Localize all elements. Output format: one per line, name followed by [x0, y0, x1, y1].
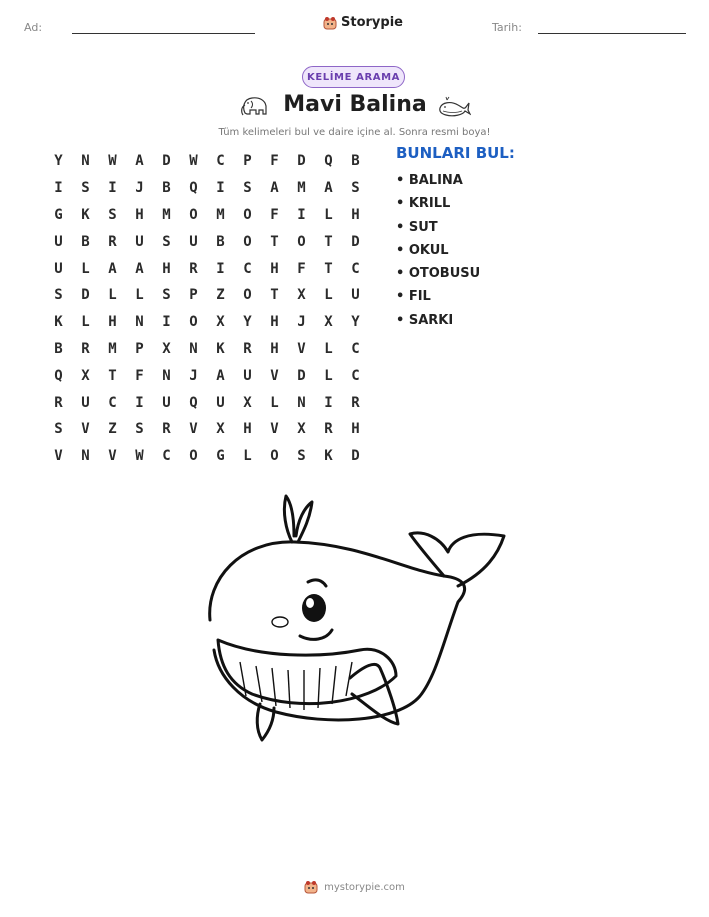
grid-letter[interactable]: R — [54, 394, 63, 411]
grid-letter[interactable]: K — [54, 314, 63, 331]
grid-letter[interactable]: B — [54, 340, 63, 357]
word-list-item: • OKUL — [396, 242, 449, 258]
grid-letter[interactable]: H — [108, 314, 117, 331]
word-list-item: • BALINA — [396, 173, 463, 188]
grid-letter[interactable]: L — [243, 448, 252, 465]
grid-letter[interactable]: D — [81, 287, 90, 304]
grid-letter[interactable]: L — [324, 287, 333, 304]
grid-letter[interactable]: X — [324, 314, 333, 331]
grid-letter[interactable]: I — [108, 180, 117, 197]
grid-letter[interactable]: O — [243, 287, 252, 304]
grid-letter[interactable]: M — [108, 340, 117, 357]
grid-letter[interactable]: H — [270, 340, 279, 357]
grid-letter[interactable]: O — [243, 233, 252, 250]
grid-letter[interactable]: Y — [351, 314, 360, 331]
whale-illustration — [200, 490, 510, 749]
grid-letter[interactable]: S — [81, 180, 90, 197]
grid-letter[interactable]: L — [324, 340, 333, 357]
grid-letter[interactable]: Q — [189, 180, 198, 197]
word-list-item: • SARKI — [396, 312, 454, 328]
grid-letter[interactable]: C — [108, 394, 117, 411]
grid-letter[interactable]: O — [243, 206, 252, 223]
grid-letter[interactable]: B — [351, 153, 360, 170]
grid-letter[interactable]: F — [270, 153, 279, 170]
grid-letter[interactable]: C — [351, 367, 360, 384]
grid-letter[interactable]: O — [270, 448, 279, 465]
grid-letter[interactable]: T — [270, 233, 279, 250]
grid-letter[interactable]: N — [162, 367, 171, 384]
word-search-grid — [45, 148, 369, 470]
grid-letter[interactable]: C — [216, 153, 225, 170]
grid-letter[interactable]: X — [243, 394, 252, 411]
grid-letter[interactable]: A — [270, 180, 279, 197]
grid-letter[interactable]: R — [108, 233, 117, 250]
grid-letter[interactable]: S — [243, 180, 252, 197]
grid-letter[interactable]: C — [243, 260, 252, 277]
instructions: Tüm kelimeleri bul ve daire içine al. Sonra resmi boya! — [218, 127, 491, 138]
grid-letter[interactable]: V — [270, 367, 279, 384]
grid-letter[interactable]: U — [351, 287, 360, 304]
grid-letter[interactable]: T — [324, 260, 333, 277]
word-list-item: • OTOBUSU — [396, 266, 481, 282]
grid-letter[interactable]: D — [162, 153, 171, 170]
grid-letter[interactable]: R — [243, 340, 252, 357]
elephant-icon — [239, 93, 271, 123]
grid-letter[interactable]: N — [81, 153, 90, 170]
grid-letter[interactable]: U — [54, 233, 63, 250]
grid-letter[interactable]: F — [297, 260, 306, 277]
grid-letter[interactable]: T — [324, 233, 333, 250]
grid-letter[interactable]: V — [81, 421, 90, 438]
grid-letter[interactable]: N — [297, 394, 306, 411]
grid-letter[interactable]: K — [216, 340, 225, 357]
grid-letter[interactable]: Q — [189, 394, 198, 411]
grid-letter[interactable]: W — [108, 153, 117, 170]
grid-letter[interactable]: N — [189, 340, 198, 357]
grid-letter[interactable]: U — [135, 233, 144, 250]
grid-letter[interactable]: L — [135, 287, 144, 304]
grid-letter[interactable]: O — [297, 233, 306, 250]
grid-letter[interactable]: Z — [108, 421, 117, 438]
grid-letter[interactable]: J — [189, 367, 198, 384]
grid-letter[interactable]: R — [162, 421, 171, 438]
grid-letter[interactable]: R — [324, 421, 333, 438]
grid-letter[interactable]: A — [135, 153, 144, 170]
grid-letter[interactable]: A — [108, 260, 117, 277]
grid-letter[interactable]: A — [216, 367, 225, 384]
grid-letter[interactable]: P — [189, 287, 198, 304]
grid-letter[interactable]: B — [81, 233, 90, 250]
name-line[interactable] — [72, 33, 255, 34]
grid-letter[interactable]: X — [216, 314, 225, 331]
grid-letter[interactable]: J — [135, 180, 144, 197]
grid-letter[interactable]: U — [216, 394, 225, 411]
grid-letter[interactable]: B — [162, 180, 171, 197]
grid-letter[interactable]: S — [54, 287, 63, 304]
grid-letter[interactable]: Q — [324, 153, 333, 170]
grid-letter[interactable]: H — [162, 260, 171, 277]
grid-letter[interactable]: N — [135, 314, 144, 331]
grid-letter[interactable]: R — [189, 260, 198, 277]
whale-icon — [437, 96, 471, 124]
grid-letter[interactable]: X — [162, 340, 171, 357]
grid-letter[interactable]: F — [270, 206, 279, 223]
grid-letter[interactable]: Z — [216, 287, 225, 304]
grid-letter[interactable]: T — [108, 367, 117, 384]
grid-letter[interactable]: I — [297, 206, 306, 223]
grid-letter[interactable]: L — [270, 394, 279, 411]
word-list-item: • FIL — [396, 289, 431, 305]
grid-letter[interactable]: X — [297, 421, 306, 438]
storypie-logo-icon — [323, 16, 337, 30]
grid-letter[interactable]: U — [54, 260, 63, 277]
grid-letter[interactable]: I — [324, 394, 333, 411]
grid-letter[interactable]: X — [81, 367, 90, 384]
grid-letter[interactable]: C — [351, 260, 360, 277]
grid-letter[interactable]: I — [54, 180, 63, 197]
grid-letter[interactable]: F — [135, 367, 144, 384]
grid-letter[interactable]: K — [324, 448, 333, 465]
grid-letter[interactable]: C — [162, 448, 171, 465]
grid-letter[interactable]: H — [270, 314, 279, 331]
date-label: Tarih: — [492, 21, 522, 34]
grid-letter[interactable]: D — [297, 367, 306, 384]
grid-letter[interactable]: K — [81, 206, 90, 223]
grid-letter[interactable]: U — [189, 233, 198, 250]
date-line[interactable] — [538, 33, 686, 34]
grid-letter[interactable]: X — [216, 421, 225, 438]
grid-letter[interactable]: A — [135, 260, 144, 277]
grid-letter[interactable]: L — [324, 367, 333, 384]
grid-letter[interactable]: H — [243, 421, 252, 438]
grid-letter[interactable]: U — [162, 394, 171, 411]
grid-letter[interactable]: P — [243, 153, 252, 170]
grid-letter[interactable]: O — [189, 314, 198, 331]
grid-letter[interactable]: H — [135, 206, 144, 223]
grid-letter[interactable]: S — [162, 233, 171, 250]
grid-letter[interactable]: S — [135, 421, 144, 438]
grid-letter[interactable]: S — [108, 206, 117, 223]
grid-letter[interactable]: G — [54, 206, 63, 223]
grid-letter[interactable]: R — [351, 394, 360, 411]
grid-letter[interactable]: V — [108, 448, 117, 465]
grid-letter[interactable]: S — [351, 180, 360, 197]
grid-letter[interactable]: I — [135, 394, 144, 411]
grid-letter[interactable]: T — [270, 287, 279, 304]
grid-letter[interactable]: I — [162, 314, 171, 331]
grid-letter[interactable]: L — [81, 260, 90, 277]
grid-letter[interactable]: I — [216, 260, 225, 277]
word-list-item: • SUT — [396, 219, 438, 235]
grid-letter[interactable]: D — [351, 448, 360, 465]
grid-letter[interactable]: Y — [243, 314, 252, 331]
page-title: Mavi Balina — [283, 92, 427, 117]
grid-letter[interactable]: X — [297, 287, 306, 304]
grid-letter[interactable]: P — [135, 340, 144, 357]
grid-letter[interactable]: V — [54, 448, 63, 465]
grid-letter[interactable]: G — [216, 448, 225, 465]
name-label: Ad: — [24, 21, 43, 34]
grid-letter[interactable]: L — [108, 287, 117, 304]
brand-name: Storypie — [341, 15, 403, 30]
footer — [0, 880, 709, 894]
grid-letter[interactable]: D — [297, 153, 306, 170]
grid-letter[interactable]: V — [297, 340, 306, 357]
grid-letter[interactable]: H — [351, 206, 360, 223]
grid-letter[interactable]: S — [162, 287, 171, 304]
grid-letter[interactable]: Q — [54, 367, 63, 384]
grid-letter[interactable]: V — [189, 421, 198, 438]
word-list-title: BUNLARI BUL: — [396, 144, 515, 162]
brand-header — [323, 15, 403, 30]
grid-letter[interactable]: Y — [54, 153, 63, 170]
grid-letter[interactable]: D — [351, 233, 360, 250]
grid-letter[interactable]: S — [297, 448, 306, 465]
grid-letter[interactable]: O — [189, 206, 198, 223]
word-list-item: • KRILL — [396, 196, 451, 212]
grid-letter[interactable]: W — [135, 448, 144, 465]
grid-letter[interactable]: M — [162, 206, 171, 223]
grid-letter[interactable]: O — [189, 448, 198, 465]
grid-letter[interactable]: L — [324, 206, 333, 223]
grid-letter[interactable]: H — [270, 260, 279, 277]
grid-letter[interactable]: R — [81, 340, 90, 357]
storypie-logo-icon — [304, 880, 318, 894]
grid-letter[interactable]: L — [81, 314, 90, 331]
grid-letter[interactable]: S — [54, 421, 63, 438]
activity-badge: KELİME ARAMA — [302, 66, 405, 88]
footer-url[interactable]: mystorypie.com — [324, 881, 405, 893]
word-list — [396, 172, 480, 335]
grid-letter[interactable]: C — [351, 340, 360, 357]
grid-letter[interactable]: A — [324, 180, 333, 197]
grid-letter[interactable]: U — [81, 394, 90, 411]
grid-letter[interactable]: I — [216, 180, 225, 197]
grid-letter[interactable]: J — [297, 314, 306, 331]
grid-letter[interactable]: V — [270, 421, 279, 438]
grid-letter[interactable]: W — [189, 153, 198, 170]
grid-letter[interactable]: H — [351, 421, 360, 438]
grid-letter[interactable]: U — [243, 367, 252, 384]
grid-letter[interactable]: M — [297, 180, 306, 197]
grid-letter[interactable]: B — [216, 233, 225, 250]
grid-letter[interactable]: N — [81, 448, 90, 465]
grid-letter[interactable]: M — [216, 206, 225, 223]
